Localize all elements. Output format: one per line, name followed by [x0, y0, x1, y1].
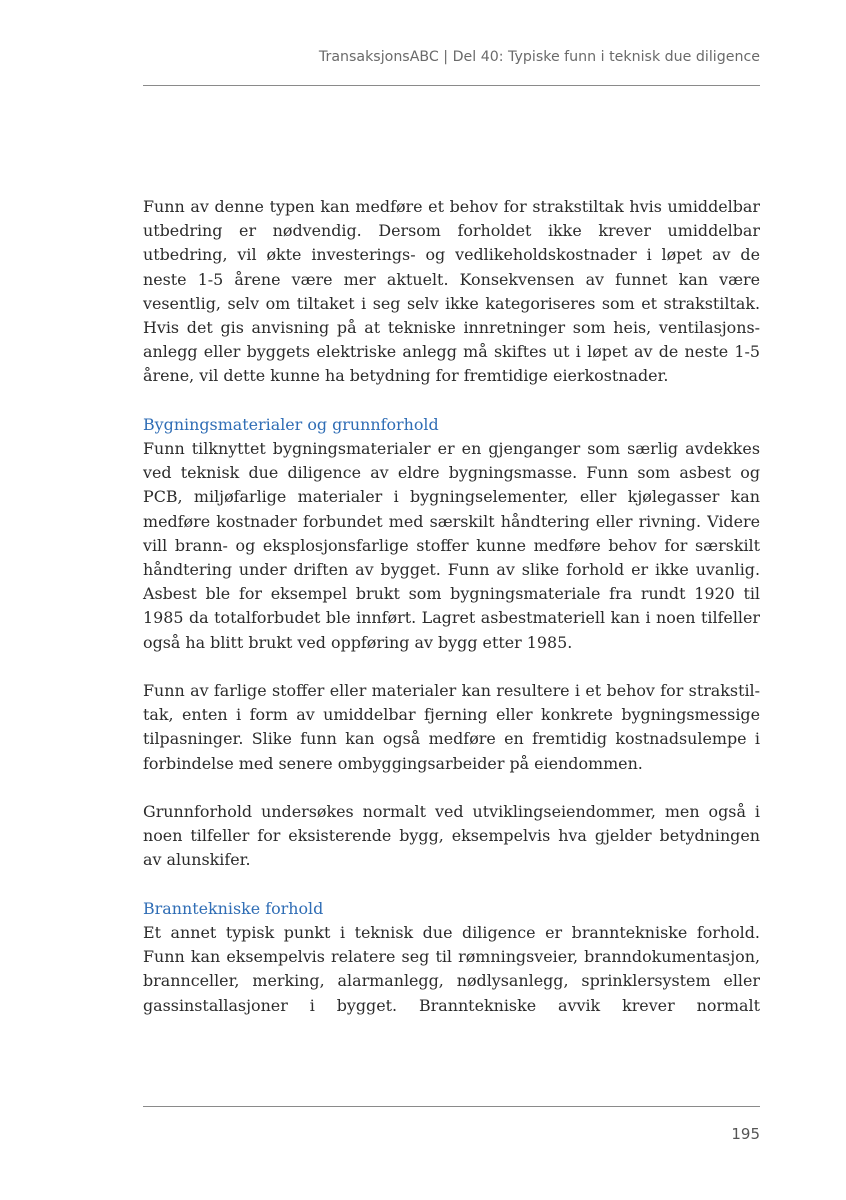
paragraph-spacer: [143, 389, 760, 413]
paragraph-spacer: [143, 655, 760, 679]
page-number: 195: [731, 1125, 760, 1143]
body-paragraph: Funn av farlige stoffer eller materialer kan resultere i et behov for strakstiltak, enten i form av umiddelbar fjerning eller konkrete bygningsmessige tilpasninger. Slike funn kan også medføre en fremtidig kostnadsulempe i forbindelse med senere ombyggingsarbeider på eiendommen.: [143, 681, 760, 773]
section-heading: Bygningsmaterialer og grunnforhold: [143, 414, 439, 434]
paragraph-spacer: [143, 776, 760, 800]
body-paragraph: Funn tilknyttet bygningsmaterialer er en gjenganger som særlig avdekkes ved teknisk due diligence av eldre bygningsmasse. Funn som asbest og PCB, miljøfarlige materialer i bygningselementer, eller kjølegasser kan medføre kostnader forbundet med særskilt håndtering eller rivning. Videre vill brann- og eksplosjonsfarlige stoffer kunne medføre behov for særskilt håndtering under driften av bygget. Funn av slike forhold er ikke uvanlig. Asbest ble for eksempel brukt som bygningsmateriale fra rundt 1920 til 1985 da totalforbudet ble innført. Lagret asbestmateriell kan i noen tilfeller også ha blitt brukt ved oppføring av bygg etter 1985.: [143, 439, 760, 652]
section-heading: Branntekniske forhold: [143, 898, 324, 918]
body-paragraph: Et annet typisk punkt i teknisk due diligence er branntekniske forhold. Funn kan eksempelvis relatere seg til rømningsveier, branndokumentasjon, brannceller, merking, alarmanlegg, nødlysanlegg, sprinklersystem eller gassinstallasjoner i bygget. Branntekniske avvik krever normalt: [143, 923, 760, 1015]
running-header: TransaksjonsABC | Del 40: Typiske funn i teknisk due diligence: [318, 49, 760, 65]
page-body: [143, 195, 760, 1018]
body-paragraph: Grunnforhold undersøkes normalt ved utviklingseiendommer, men også i noen tilfeller for eksisterende bygg, eksempelvis hva gjelder betydningen av alunskifer.: [143, 802, 760, 870]
body-paragraph: Funn av denne typen kan medføre et behov for strakstiltak hvis umiddelbar utbedring er nødvendig. Dersom forholdet ikke krever umiddelbar utbedring, vil økte investerings- og vedlikeholdskostnader i løpet av de neste 1-5 årene være mer aktuelt. Konsekvensen av funnet kan være vesentlig, selv om tiltaket i seg selv ikke kategoriseres som et strakstiltak. Hvis det gis anvisning på at tekniske innretninger som heis, ventilasjonsanlegg eller byggets elektriske anlegg må skiftes ut i løpet av de neste 1-5 årene, vil dette kunne ha betydning for fremtidige eierkostnader.: [143, 197, 760, 386]
footer-divider: [143, 1106, 760, 1107]
paragraph-spacer: [143, 873, 760, 897]
header-divider: [143, 85, 760, 86]
